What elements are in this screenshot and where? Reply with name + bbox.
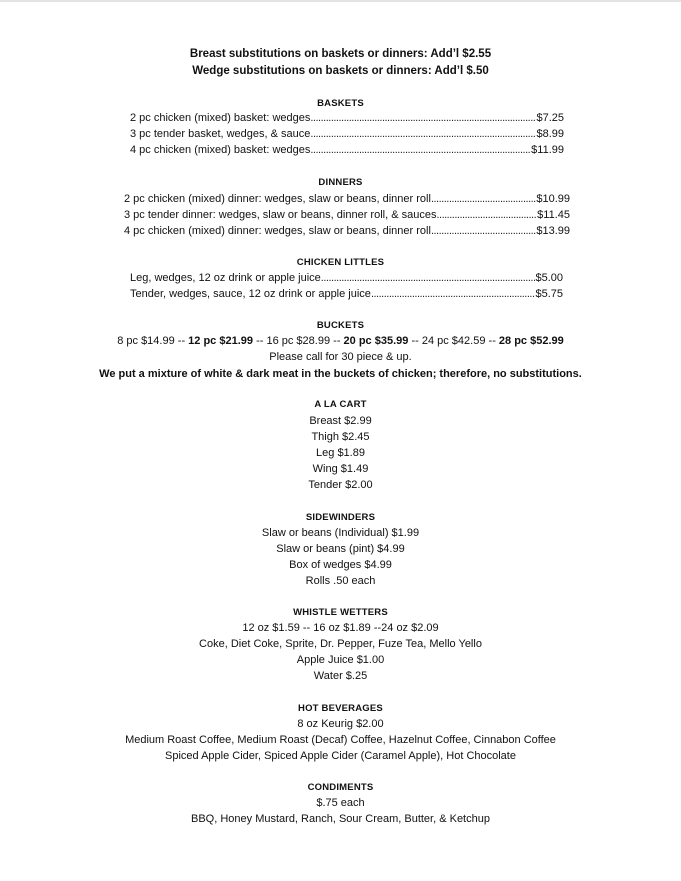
leader-dots [431,191,536,207]
list-item: Water $.25 [313,670,368,682]
dinner-item [124,223,570,239]
item-label: Leg, wedges, 12 oz drink or apple juice [130,272,321,284]
list-item: Coke, Diet Coke, Sprite, Dr. Pepper, Fuze Tea, Mello Yello [199,638,482,650]
list-item: Rolls .50 each [305,575,376,587]
bucket-note: Please call for 30 piece & up. [269,351,412,363]
bucket-price-20pc: 20 pc $35.99 [343,335,409,347]
list-item: Tender $2.00 [308,479,373,491]
condiments-list [0,795,681,827]
dinner-item [124,191,570,207]
chicken-littles-heading: CHICKEN LITTLES [296,257,385,268]
list-item: Thigh $2.45 [311,431,370,443]
item-price: $5.00 [535,272,563,284]
item-label: Tender, wedges, sauce, 12 oz drink or apple juice [130,288,371,300]
whistle-wetters-heading: WHISTLE WETTERS [293,607,388,618]
chicken-littles-item [130,270,563,286]
item-label: 4 pc chicken (mixed) basket: wedges [130,144,311,156]
bucket-price-16pc: 16 pc $28.99 [266,335,331,347]
leader-dots [431,223,536,239]
list-item: Wing $1.49 [312,463,369,475]
separator: -- [253,335,267,347]
basket-item [130,110,564,126]
separator: -- [174,335,189,347]
bucket-prices [0,333,681,349]
item-label: 3 pc tender basket, wedges, & sauce [130,128,311,140]
substitution-breast: Breast substitutions on baskets or dinners: Add’l $2.55 [189,48,492,60]
list-item: 12 oz $1.59 -- 16 oz $1.89 --24 oz $2.09 [242,622,439,634]
item-price: $10.99 [536,193,570,205]
list-item: Medium Roast Coffee, Medium Roast (Decaf) Coffee, Hazelnut Coffee, Cinnabon Coffee [125,734,556,746]
hot-beverages-list [0,716,681,764]
item-label: 2 pc chicken (mixed) basket: wedges [130,112,311,124]
list-item: 8 oz Keurig $2.00 [297,718,384,730]
list-item: Box of wedges $4.99 [289,559,392,571]
item-label: 4 pc chicken (mixed) dinner: wedges, slaw or beans, dinner roll [124,225,431,237]
leader-dots [310,110,536,126]
bucket-price-24pc: 24 pc $42.59 [421,335,486,347]
a-la-cart-list [0,413,681,493]
bucket-price-12pc: 12 pc $21.99 [188,335,254,347]
list-item: Breast $2.99 [309,415,372,427]
item-price: $11.45 [537,209,570,221]
basket-item [130,126,564,142]
dinners-list [124,191,570,239]
a-la-cart-heading: A LA CART [314,399,367,410]
item-price: $5.75 [535,288,563,300]
top-border [0,0,681,2]
leader-dots [321,270,536,286]
list-item: Spiced Apple Cider, Spiced Apple Cider (Caramel Apple), Hot Chocolate [165,750,516,762]
item-price: $13.99 [536,225,570,237]
whistle-wetters-list [0,620,681,684]
list-item: BBQ, Honey Mustard, Ranch, Sour Cream, Butter, & Ketchup [191,813,490,825]
substitutions [0,46,681,80]
baskets-heading: BASKETS [317,98,364,109]
bucket-price-8pc: 8 pc $14.99 [117,335,175,347]
list-item: Slaw or beans (pint) $4.99 [276,543,405,555]
leader-dots [310,142,531,158]
condiments-heading: CONDIMENTS [307,782,374,793]
bucket-notice: We put a mixture of white & dark meat in the buckets of chicken; therefore, no substitutions. [99,368,582,380]
item-price: $7.25 [536,112,564,124]
chicken-littles-item [130,286,563,302]
substitution-wedge: Wedge substitutions on baskets or dinners: Add’l $.50 [192,65,489,77]
sidewinders-list [0,525,681,589]
leader-dots [371,286,536,302]
leader-dots [436,207,537,223]
leader-dots [310,126,536,142]
dinner-item [124,207,570,223]
list-item: Leg $1.89 [316,447,365,459]
chicken-littles-list [130,270,563,302]
separator: -- [485,335,499,347]
baskets-list [130,110,564,158]
list-item: Apple Juice $1.00 [296,654,385,666]
separator: -- [330,335,344,347]
sidewinders-heading: SIDEWINDERS [305,512,376,523]
list-item: Slaw or beans (Individual) $1.99 [261,527,420,539]
list-item: $.75 each [316,797,365,809]
item-price: $11.99 [531,144,564,156]
item-label: 2 pc chicken (mixed) dinner: wedges, slaw or beans, dinner roll [124,193,431,205]
hot-beverages-heading: HOT BEVERAGES [298,703,383,714]
item-label: 3 pc tender dinner: wedges, slaw or beans, dinner roll, & sauces [124,209,437,221]
bucket-price-28pc: 28 pc $52.99 [498,335,564,347]
basket-item [130,142,564,158]
separator: -- [408,335,422,347]
item-price: $8.99 [536,128,564,140]
dinners-heading: DINNERS [318,177,363,188]
buckets-heading: BUCKETS [316,320,365,331]
